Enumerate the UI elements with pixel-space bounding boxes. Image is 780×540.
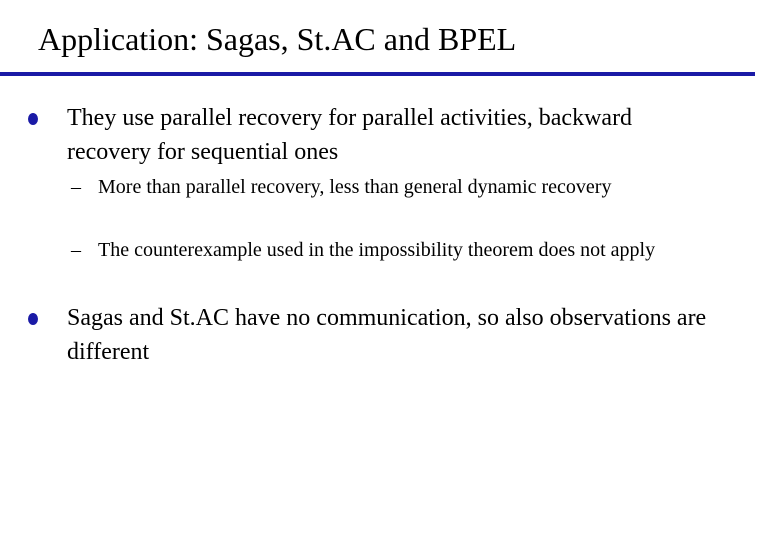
dash-marker: – xyxy=(71,239,81,261)
bullet-dot-icon xyxy=(28,313,38,325)
slide-title: Application: Sagas, St.AC and BPEL xyxy=(38,21,517,57)
sub-bullet-text: The counterexample used in the impossibility theorem does not apply xyxy=(98,239,656,261)
title-divider xyxy=(0,72,755,76)
sub-bullet-item xyxy=(71,236,698,265)
bullet-item xyxy=(67,101,707,169)
bullet-item xyxy=(67,301,707,369)
bullet-text: They use parallel recovery for parallel activities, backward recovery for sequential ones xyxy=(67,105,633,165)
sub-bullet-text: More than parallel recovery, less than general dynamic recovery xyxy=(98,176,612,198)
bullet-text: Sagas and St.AC have no communication, so also observations are different xyxy=(67,305,707,365)
sub-bullet-item xyxy=(71,173,698,202)
dash-marker: – xyxy=(71,176,81,198)
bullet-dot-icon xyxy=(28,113,38,125)
